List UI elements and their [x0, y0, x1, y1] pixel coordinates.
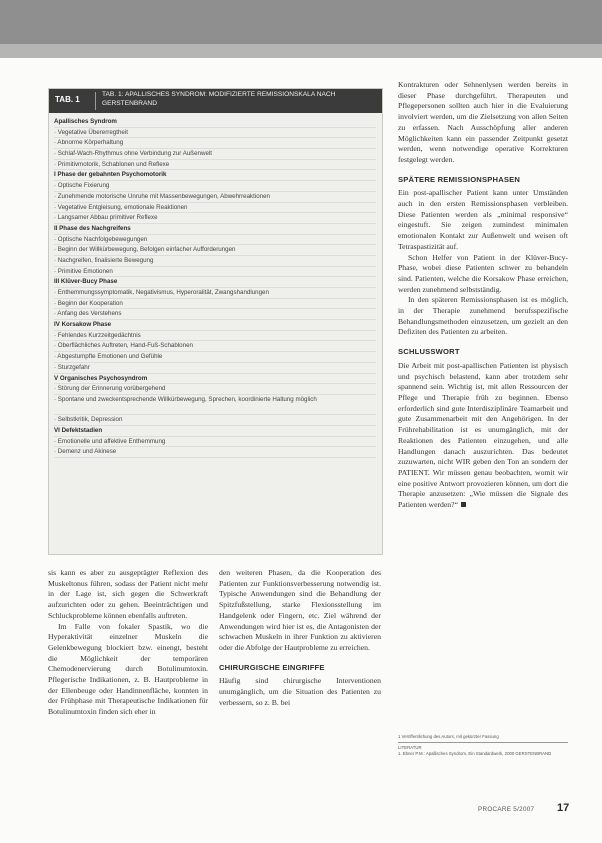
table-row [54, 256, 376, 267]
table-row [54, 447, 376, 458]
paragraph: Kontrakturen oder Sehnenlysen werden bereits in dieser Phase durchgeführt. Therapeuten und Pflegepersonen sollten auch hier in die Evaluierung involviert werden, um die Zielsetzung von allen Seiten zu erfassen. Nach Ausschöpfung aller anderen Möglichkeiten kann ein passender Zeitpunkt gesetzt werden, wenn notwendige operative Korrekturen festgelegt werden. [398, 80, 568, 164]
header-band [0, 0, 602, 58]
table-row [54, 138, 376, 149]
table-row [54, 437, 376, 448]
page-number: 17 [557, 802, 570, 814]
table-title: TAB. 1: APALLISCHES SYNDROM: MODIFIZIERTE REMISSIONSKALA NACH GERSTENBRAND [102, 91, 336, 107]
table-row-text: · Primitive Emotionen [54, 267, 113, 275]
paragraph-text: Die Arbeit mit post-apallischen Patienten ist physisch und psychisch belastend, kann aber trotzdem sehr spannend sein. Wichtig ist, mit allen Ressourcen der Pflege und Therapie früh zu beginnen. Ebenso erforderlich sind gute Interdisziplinäre Teamarbeit und gute Zusammenarbeit mit den Angehörigen. In der Frührehabilitation ist es unumgänglich, mit der Reaktionen des Patienten einzugehen, und alle Handlungen danach auszurichten. Das bedeutet zuzuwarten, nicht WIR geben den Ton an sondern der PATIENT. Wir müssen genau beobachten, womit wir eine positive Antwort provozieren können, um dort die Therapie anzusetzen: „Wie müssen die Signale des Patienten werden?“ [398, 360, 568, 510]
table-row-text: V Organisches Psychosyndrom [54, 374, 148, 382]
paragraph: In den späteren Remissionsphasen ist es möglich, in der Therapie zunehmend berufsspezifische Behandlungsmethoden einzusetzen, um gezielt an den Defiziten des Patienten zu arbeiten. [398, 295, 568, 337]
footnote-line: 1 Veröffentlichung des Autors, mit gekürzter Fassung [398, 734, 499, 739]
table-row-text: · Langsamer Abbau primitiver Reflexe [54, 214, 158, 222]
table-row [54, 299, 376, 310]
table-row-text: · Enthemmungssymptomatik, Negativismus, Hyperoralität, Zwangshandlungen [54, 289, 269, 296]
table-row-text: · Schlaf-Wach-Rhythmus ohne Verbindung zur Außenwelt [54, 150, 212, 158]
table-row [54, 267, 376, 278]
journal-name: PROCARE 5/2007 [478, 806, 535, 813]
table-row-text: · Sturzgefahr [54, 363, 90, 371]
table-row [54, 203, 376, 214]
table-row [54, 213, 376, 224]
paragraph: Schon Helfer von Patient in der Klüver-Bucy-Phase, wobei diese Patienten schwer zu behandeln sind. Patienten, welche die Korsakow Phase erreichen, werden zunehmend selbstständig. [398, 252, 568, 294]
section-heading: SPÄTERE REMISSIONSPHASEN [398, 174, 521, 184]
table-row [54, 128, 376, 139]
table-row-text: · Abgestumpfte Emotionen und Gefühle [54, 353, 163, 361]
table-row-text: · Beginn der Kooperation [54, 299, 123, 307]
table-row [54, 331, 376, 342]
table-row [54, 395, 376, 415]
table-row-text: III Klüver-Bucy Phase [54, 278, 118, 286]
table-phase-heading [54, 374, 376, 385]
table-phase-heading [54, 426, 376, 437]
middle-column [219, 568, 381, 708]
table-row [54, 181, 376, 192]
table-row [54, 235, 376, 246]
table-row-text: · Optische Nachfolgebewegungen [54, 235, 148, 243]
table-row-text: · Vegetative Übererregtheit [54, 128, 128, 136]
table-phase-heading [54, 170, 376, 181]
paragraph: den weiteren Phasen, da die Kooperation des Patienten zur Funktionsverbesserung notwendig ist. Typische Anwendungen sind die Behandlung der Spitzfußstellung, starke Flexionsstellung im Handgelenk oder Fingern, etc. Ziel während der Anwendungen wird hier ist es, die Antagonisten der schwachen Muskeln in ihrer Funktion zu aktivieren oder die Abfolge der Hautprobleme zu erreichen. [219, 568, 381, 652]
paragraph: Ein post-apallischer Patient kann unter Umständen auch in den ersten Remissionsphasen verbleiben. Diese Patienten werden als „minimal responsive“ eingestuft. Sie zeigen zumindest minimalen emotionalen Kontakt zur Außenwelt und weisen oft Tetraspastizität auf. [398, 188, 568, 251]
paragraph: Im Falle von fokaler Spastik, wo die Hyperaktivität einzelner Muskeln die Gelenkbewegung blockiert bzw. einengt, besteht die Möglichkeit der temporären Chemodenervierung durch Botulinumtoxin. Pflegerische Indikationen, z. B. Hautprobleme in der Ellenbeuge oder Handinnenfläche, konnten in der Frühphase mit Therapeutische Indikationen für Botulinumtoxin finden sich eher in [48, 621, 208, 717]
footnote-divider [398, 742, 568, 743]
table-phase-heading [54, 117, 376, 128]
table-row-text: · Oberflächliches Auftreten, Hand-Fuß-Schablonen [54, 342, 193, 350]
footnote-line: 1. Ebner P.M.: Apallisches Syndrom, Ein Standardwerk, 2000 GERSTENBRAND [398, 751, 552, 756]
table-rows [54, 117, 376, 458]
table-row [54, 160, 376, 171]
table-phase-heading [54, 224, 376, 235]
table-row-text: · Fehlendes Kurzzeitgedächtnis [54, 331, 141, 339]
table-row [54, 192, 376, 203]
table-row-text: · Primitivmotorik, Schablonen und Reflexe [54, 160, 170, 168]
table-row [54, 384, 376, 395]
table-header-divider [95, 92, 96, 110]
header-band-fade [0, 44, 602, 58]
footnote-heading: LITERATUR [398, 745, 422, 750]
table-row [54, 415, 376, 426]
section-heading: SCHLUSSWORT [398, 347, 460, 357]
table-row [54, 352, 376, 363]
table-row-text: · Abnorme Körperhaltung [54, 139, 124, 147]
table-label: TAB. 1 [55, 95, 80, 104]
table-row [54, 341, 376, 352]
table-row-text: · Emotionelle und affektive Enthemmung [54, 437, 166, 445]
table-row-text: · Störung der Erinnerung vorübergehend [54, 385, 166, 393]
table-box [48, 88, 383, 555]
table-row-text: IV Korsakow Phase [54, 321, 112, 329]
table-row-text: I Phase der gebahnten Psychomotorik [54, 171, 167, 179]
table-row [54, 288, 376, 299]
right-column [398, 80, 568, 511]
table-row-text: · Zunehmende motorische Unruhe mit Massenbewegungen, Abwehrreaktionen [54, 192, 270, 200]
table-row [54, 363, 376, 374]
table-phase-heading [54, 277, 376, 288]
table-row-text: · Nachgreifen, finalisierte Bewegung [54, 256, 154, 264]
end-square-icon [461, 502, 466, 507]
paragraph: sis kann es aber zu ausgeprägter Reflexion des Muskeltonus führen, sodass der Patient nicht mehr in der Lage ist, sich gegen die Schwerkraft aufzurichten oder zu gehen. Beeinträchtigen und Schluckprobleme können ebenfalls auftreten. [48, 568, 208, 620]
table-row [54, 149, 376, 160]
table-row-text: II Phase des Nachgreifens [54, 224, 131, 232]
paragraph-conclusion [398, 361, 568, 511]
table-header [49, 89, 382, 113]
table-row-text: · Anfang des Verstehens [54, 310, 122, 318]
table-row-text: Apallisches Syndrom [54, 118, 117, 125]
table-row-text: · Vegetative Entgleisung, emotionale Reaktionen [54, 203, 188, 211]
left-column [48, 568, 208, 718]
table-row-text: · Demenz und Akinese [54, 448, 117, 456]
table-row-text: · Spontane und zweckentsprechende Willkürbewegung, Sprechen, koordinierte Haltung möglich [54, 395, 317, 403]
paragraph: Häufig sind chirurgische Interventionen unumgänglich, um die Situation des Patienten zu verbessern, so z. B. bei [219, 676, 381, 707]
table-row-text: · Selbstkritik, Depression [54, 416, 123, 424]
table-row [54, 245, 376, 256]
table-row [54, 309, 376, 320]
table-row-text: · Beginn der Willkürbewegung, Befolgen einfacher Aufforderungen [54, 246, 236, 254]
table-row-text: VI Defektstadien [54, 426, 103, 434]
footnote [398, 734, 568, 757]
table-row-text: · Optische Fixierung [54, 182, 110, 190]
table-phase-heading [54, 320, 376, 331]
section-heading: CHIRURGISCHE EINGRIFFE [219, 662, 325, 672]
